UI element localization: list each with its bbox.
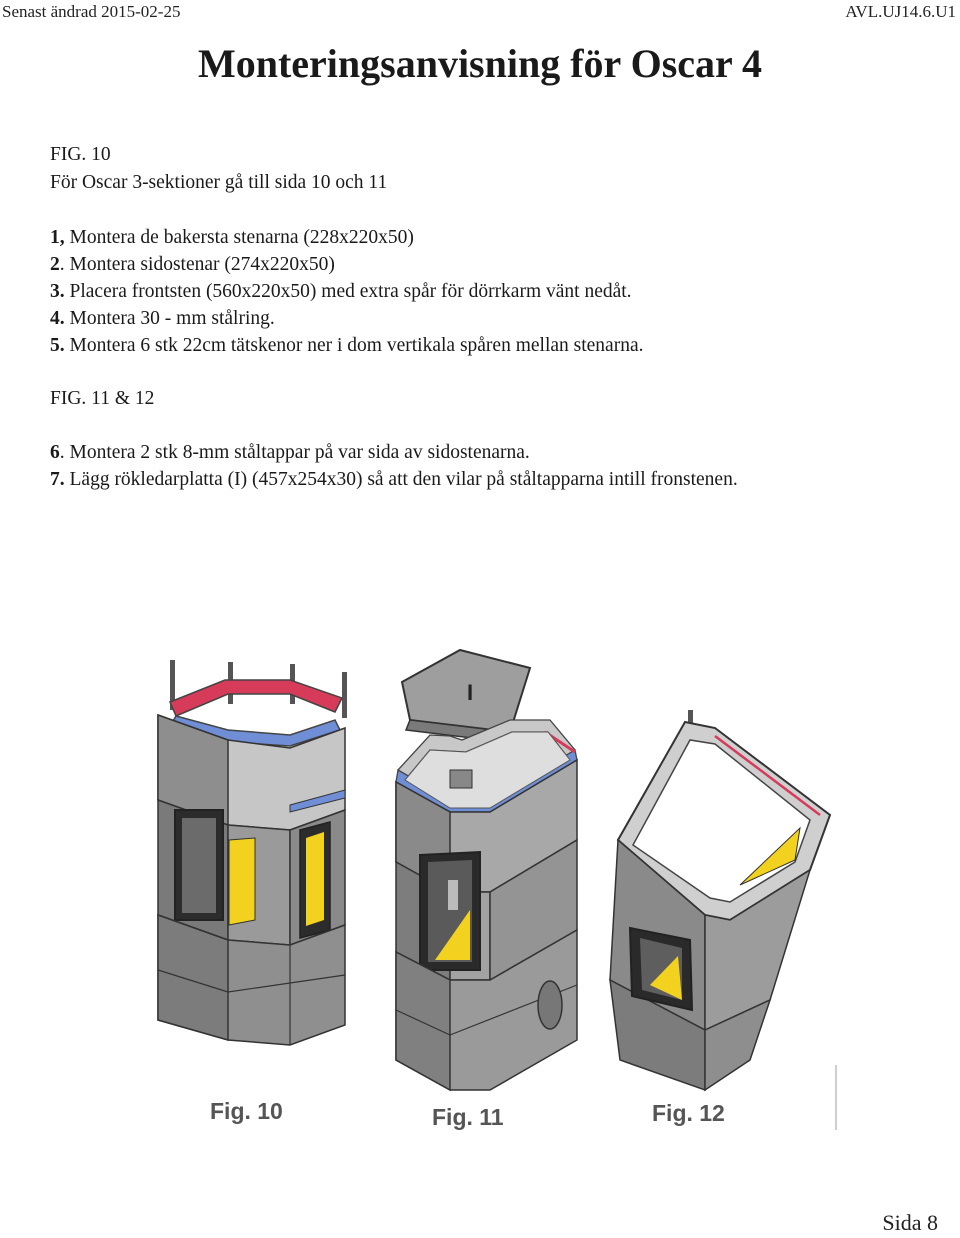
plate-mark: I (466, 680, 474, 705)
fig10-note: För Oscar 3-sektioner gå till sida 10 och 11 (50, 172, 388, 193)
step-number: 7. (50, 469, 65, 490)
step-3 (50, 281, 632, 303)
step-number: 1, (50, 227, 65, 248)
step-5 (50, 335, 643, 357)
page-title: Monteringsanvisning för Oscar 4 (197, 41, 763, 86)
step-number: 4. (50, 308, 65, 329)
step-text: Lägg rökledarplatta (I) (457x254x30) så att den vilar på ståltapparna intill fronstenen. (64, 469, 738, 490)
step-2 (50, 254, 335, 276)
step-text: Montera 6 stk 22cm tätskenor ner i dom vertikala spåren mellan stenarna. (64, 335, 644, 356)
step-text: Montera de bakersta stenarna (228x220x50) (64, 227, 414, 248)
step-text: . Montera sidostenar (274x220x50) (59, 254, 335, 275)
fig11-label: Fig. 11 (432, 1104, 504, 1130)
page-number: Sida 8 (882, 1210, 938, 1235)
step-4 (50, 308, 275, 330)
fig11-12-heading: FIG. 11 & 12 (50, 388, 155, 409)
fig12-label: Fig. 12 (652, 1100, 725, 1126)
header-doc-code: AVL.UJ14.6.U1 (845, 2, 956, 21)
step-6 (50, 442, 530, 464)
header-date: Senast ändrad 2015-02-25 (2, 2, 181, 21)
fig12-stove (610, 710, 830, 1090)
step-number: 3. (50, 281, 65, 302)
fig10-label: Fig. 10 (210, 1098, 283, 1124)
step-7 (50, 469, 738, 491)
fig10-heading: FIG. 10 (50, 144, 111, 165)
assembly-figures (130, 640, 850, 1110)
fig10-stove (158, 660, 347, 1045)
step-text: Montera 30 - mm stålring. (64, 308, 275, 329)
step-text: Placera frontsten (560x220x50) med extra spår för dörrkarm vänt nedåt. (64, 281, 632, 302)
fig11-stove (396, 650, 577, 1090)
step-1 (50, 227, 414, 249)
step-text: . Montera 2 stk 8-mm ståltappar på var sida av sidostenarna. (59, 442, 530, 463)
divider (835, 1065, 837, 1130)
step-number: 2 (50, 254, 60, 275)
step-number: 5. (50, 335, 65, 356)
step-number: 6 (50, 442, 60, 463)
